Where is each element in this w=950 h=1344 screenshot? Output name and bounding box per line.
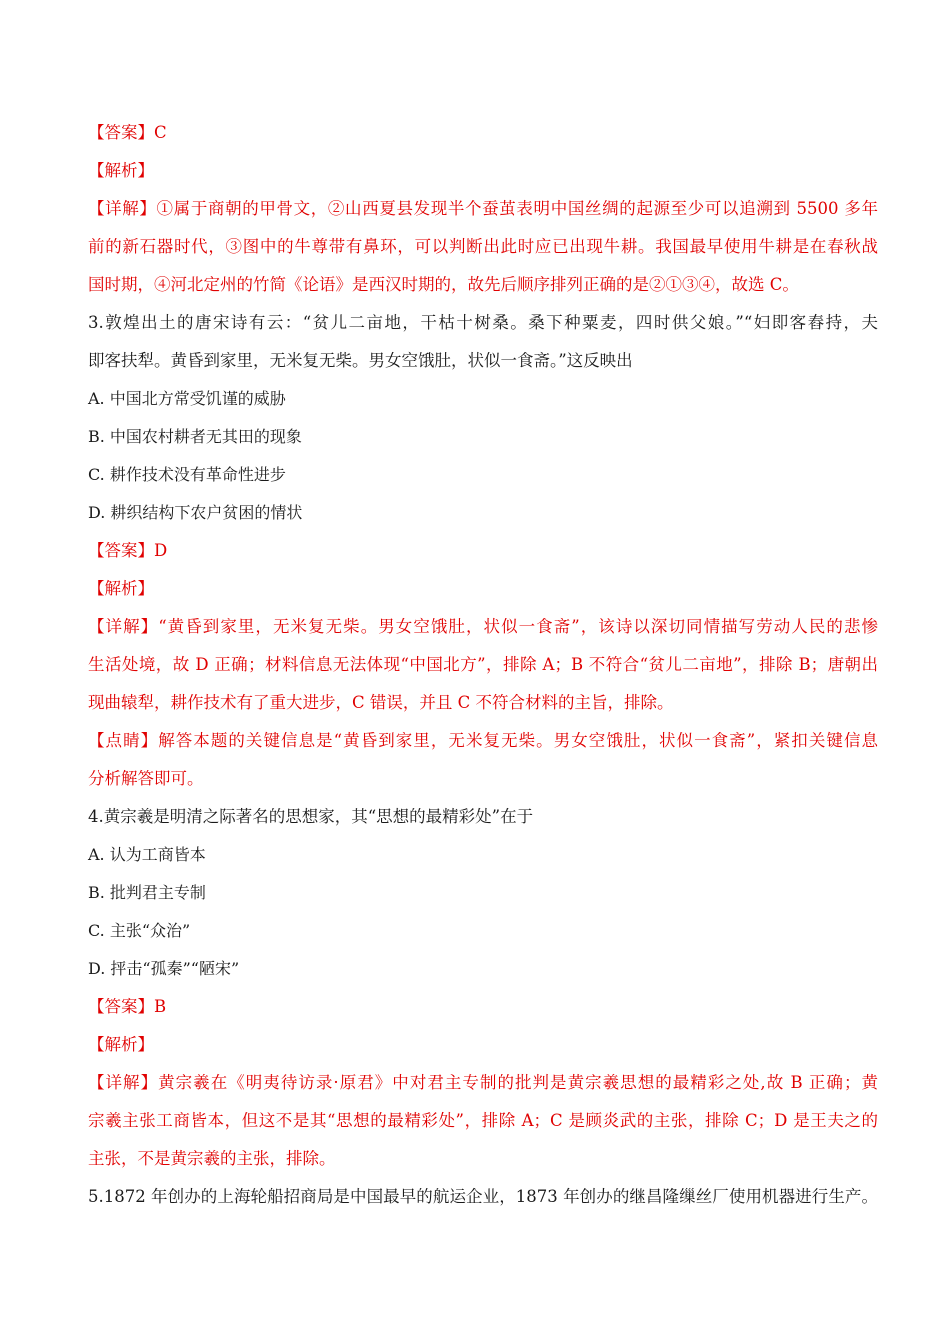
answer-analysis-line: 【解析】 [88,1035,154,1054]
answer-analysis-line: 宗羲主张工商皆本，但这不是其“思想的最精彩处”，排除 A；C 是顾炎武的主张，排除 C；D 是王夫之的 [88,1111,878,1130]
answer-analysis-line: 主张，不是黄宗羲的主张，排除。 [88,1149,336,1168]
question-line: 5.1872 年创办的上海轮船招商局是中国最早的航运企业，1873 年创办的继昌隆缫丝厂使用机器进行生产。 [88,1187,878,1206]
answer-analysis-line: 【详解】“黄昏到家里，无米复无柴。男女空饿肚，状似一食斋”，该诗以深切同情描写劳动人民的悲惨 [88,617,878,636]
answer-analysis-line: 【答案】B [88,997,167,1016]
question-line: 即客扶犁。黄昏到家里，无米复无柴。男女空饿肚，状似一食斋。”这反映出 [88,351,633,370]
answer-analysis-line: 【详解】黄宗羲在《明夷待访录·原君》中对君主专制的批判是黄宗羲思想的最精彩之处,故 B 正确；黄 [88,1073,878,1092]
answer-analysis-line: 分析解答即可。 [88,769,204,788]
answer-analysis-line: 国时期，④河北定州的竹简《论语》是西汉时期的，故先后顺序排列正确的是②①③④，故选 C。 [88,275,799,294]
answer-analysis-line: 【点睛】解答本题的关键信息是“黄昏到家里，无米复无柴。男女空饿肚，状似一食斋”，紧扣关键信息 [88,731,878,750]
answer-option: C. 主张“众治” [88,921,191,940]
answer-analysis-line: 【答案】C [88,123,167,142]
answer-option: B. 批判君主专制 [88,883,206,902]
answer-option: C. 耕作技术没有革命性进步 [88,465,286,484]
answer-option: D. 抨击“孤秦”“陋宋” [88,959,240,978]
question-line: 3.敦煌出土的唐宋诗有云：“贫儿二亩地，干枯十树桑。桑下种粟麦，四时供父娘。”“妇即客舂持，夫 [88,313,878,332]
answer-analysis-line: 【解析】 [88,161,154,180]
answer-analysis-line: 现曲辕犁，耕作技术有了重大进步，C 错误，并且 C 不符合材料的主旨，排除。 [88,693,674,712]
document-content [88,114,878,1216]
answer-analysis-line: 【解析】 [88,579,154,598]
answer-analysis-line: 【答案】D [88,541,168,560]
answer-option: A. 认为工商皆本 [88,845,206,864]
answer-analysis-line: 生活处境，故 D 正确；材料信息无法体现“中国北方”，排除 A；B 不符合“贫儿二亩地”，排除 B；唐朝出 [88,655,878,674]
answer-analysis-line: 前的新石器时代，③图中的牛尊带有鼻环，可以判断出此时应已出现牛耕。我国最早使用牛耕是在春秋战 [88,237,878,256]
answer-option: B. 中国农村耕者无其田的现象 [88,427,302,446]
answer-option: A. 中国北方常受饥谨的威胁 [88,389,286,408]
answer-option: D. 耕织结构下农户贫困的情状 [88,503,303,522]
question-line: 4.黄宗羲是明清之际著名的思想家，其“思想的最精彩处”在于 [88,807,534,826]
answer-analysis-line: 【详解】①属于商朝的甲骨文，②山西夏县发现半个蚕茧表明中国丝绸的起源至少可以追溯到 5500 多年 [88,199,878,218]
